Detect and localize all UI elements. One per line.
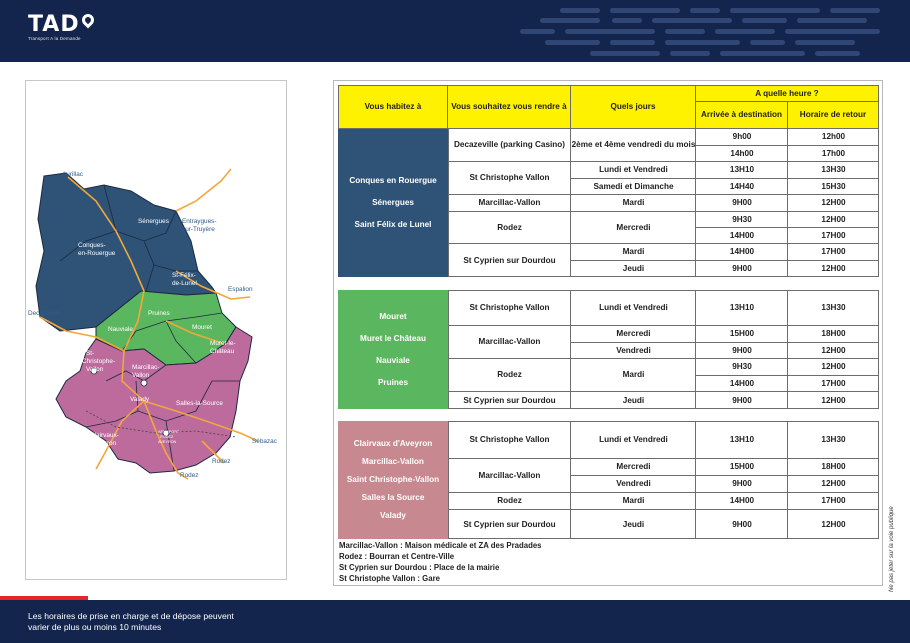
label-marcillac: Marcillac- [132,364,160,371]
group-2-origins [338,290,448,409]
g2-dest-marcillac: Marcillac-Vallon [448,326,571,359]
g3-ret: 18H00 [788,459,879,476]
g3-day: Mercredi [571,459,696,476]
footer-line-2: varier de plus ou moins 10 minutes [28,622,162,632]
g3-day: Mardi [571,493,696,510]
label-marcillac2: Vallon [132,372,150,379]
group-3-origins [338,421,448,539]
g1-day: Mardi [571,244,696,261]
g2-day: Jeudi [622,395,645,405]
g1-arr: 14H00 [696,228,788,244]
g3-ret: 17H00 [788,493,879,510]
divider [787,421,788,539]
g2-arr: 9H30 [696,359,788,376]
g2-dest-stchristophe: St Christophe Vallon [448,290,571,326]
label-muret: Muret-le- [210,340,236,347]
footer-disclaimer [28,611,234,633]
origin-name: Nauviale [376,355,410,365]
g1-day: Jeudi [622,264,645,273]
stop-notes [339,540,542,584]
g1-dest-stcyprien: St Cyprien sur Dourdou [463,255,556,265]
label-entraygues2: sur-Truyère [182,226,215,233]
g1-day-vendredi-mois: 2ème et 4ème vendredi du mois [571,129,696,162]
g1-ret: 12H00 [821,264,846,273]
label-rodez-city: Rodez [212,458,231,465]
label-aurillac: Aurillac [62,171,83,178]
label-conques2: en-Rouergue [78,250,116,257]
g3-day: Lundi et Vendredi [571,421,696,459]
g2-arr: 13H10 [696,290,788,326]
label-muret2: Château [210,348,235,355]
g1-dest-rodez: Rodez [448,212,571,244]
g1-arr: 9H30 [696,212,788,228]
g1-day: Samedi et Dimanche [571,179,696,195]
g1-arr: 9H00 [732,264,752,273]
g3-dest-stcyprien: St Cyprien sur Dourdou [463,519,556,529]
g1-day: Lundi et Vendredi [571,162,696,179]
g1-ret: 12h00 [788,129,879,146]
label-saint-felix: St-Félix- [172,272,196,279]
label-valady: Valady [130,396,150,403]
tad-logo [28,14,94,42]
g1-arr: 13H10 [696,162,788,179]
g2-arr: 14H00 [696,376,788,392]
g2-ret: 18H00 [788,326,879,343]
g3-arr: 15H00 [696,459,788,476]
g1-ret: 12H00 [788,212,879,228]
g1-arr: 9h00 [696,129,788,146]
label-st-christophe: St- [86,350,95,357]
g3-arr: 9H00 [696,476,788,493]
g1-ret: 17H00 [788,228,879,244]
map-svg [26,81,286,579]
divider [570,421,571,539]
header-habitez: Vous habitez à [338,85,448,129]
g2-ret: 12H00 [821,395,846,405]
g3-ret: 12H00 [821,519,846,529]
header-heure: A quelle heure ? [695,85,879,102]
side-note-text: Ne pas jeter sur la voie publique [889,506,895,592]
svg-text:AÉROPORT: AÉROPORT [158,430,180,434]
origin-name: Muret le Château [360,333,426,343]
divider [695,421,696,539]
header-jours: Quels jours [570,85,696,129]
label-nauviale: Nauviale [108,326,133,333]
logo-text: TAD [28,12,80,37]
label-salles: Salles-la-Source [176,400,223,407]
origin-name: Conques en Rouergue [349,176,437,185]
g1-dest-marcillac: Marcillac-Vallon [448,195,571,212]
label-conques: Conques- [78,242,106,249]
origin-name: Saint Christophe-Vallon [346,475,440,484]
origin-name: Mouret [379,311,407,321]
schedule-table [333,80,883,586]
label-st-christophe3: Vallon [86,366,104,373]
g2-day: Mercredi [571,326,696,343]
side-note [889,500,903,592]
g2-ret: 12H00 [788,343,879,359]
g1-day: Mardi [571,195,696,212]
origin-name: Clairvaux d'Aveyron [353,439,433,448]
divider [570,290,571,409]
g1-day: Mercredi [571,212,696,244]
divider [695,129,696,277]
g1-ret: 17H00 [788,244,879,261]
label-decazeville: Decazeville [28,310,61,317]
location-pin-icon [79,12,96,29]
group-1-origins [338,129,448,277]
header-rendre: Vous souhaitez vous rendre à [447,85,571,129]
header-arrivee: Arrivée à destination [695,101,788,129]
g2-arr: 9H00 [696,343,788,359]
footer-line-1: Les horaires de prise en charge et de dépose peuvent [28,611,234,621]
label-clairvaux2: d'Aveyron [88,440,117,447]
divider [787,290,788,409]
g3-dest-stchristophe: St Christophe Vallon [448,421,571,459]
g2-ret: 13H30 [788,290,879,326]
note-line: St Cyprien sur Dourdou : Place de la mairie [339,563,500,572]
g3-arr: 13H10 [696,421,788,459]
g3-dest-marcillac: Marcillac-Vallon [448,459,571,493]
label-clairvaux: Clairvaux- [90,432,119,439]
g3-day: Vendredi [571,476,696,493]
label-senergues: Sénergues [138,218,169,225]
origin-name: Valady [380,511,406,520]
g1-dest-decazeville: Decazeville (parking Casino) [448,129,571,162]
g2-day: Lundi et Vendredi [571,290,696,326]
g2-ret: 17H00 [788,376,879,392]
g1-ret: 17h00 [788,146,879,162]
g1-dest-stchristophe: St Christophe Vallon [448,162,571,195]
origin-name: Sénergues [372,198,414,207]
svg-text:RODEZ: RODEZ [160,435,174,439]
origin-name: Marcillac-Vallon [362,457,424,466]
svg-text:AVEYRON: AVEYRON [158,440,177,444]
g2-dest-rodez: Rodez [448,359,571,392]
g2-dest-stcyprien: St Cyprien sur Dourdou [463,395,556,405]
divider [695,290,696,409]
note-line: St Christophe Vallon : Gare [339,574,440,583]
label-pruines: Pruines [148,310,170,317]
note-line: Rodez : Bourran et Centre-Ville [339,552,455,561]
g2-arr: 9H00 [732,395,752,405]
g1-arr: 14H40 [696,179,788,195]
label-entraygues: Entraygues- [182,218,217,225]
g3-ret: 13H30 [788,421,879,459]
divider [787,129,788,277]
g1-arr: 9H00 [696,195,788,212]
label-rodez-south: Rodez [180,472,199,479]
g2-arr: 15H00 [696,326,788,343]
g1-ret: 13H30 [788,162,879,179]
note-line: Marcillac-Vallon : Maison médicale et ZA des Pradades [339,541,542,550]
label-espalion: Espalion [228,286,253,293]
origin-name: Saint Félix de Lunel [354,220,432,229]
header-bar [0,0,910,62]
g1-arr: 14h00 [696,146,788,162]
g2-day: Mardi [571,359,696,392]
g3-ret: 12H00 [788,476,879,493]
g3-arr: 14H00 [696,493,788,510]
label-saint-felix2: de-Lunel [172,280,197,287]
logo-subtitle: Transport A la Demande [28,36,81,41]
g2-day: Vendredi [571,343,696,359]
g1-ret: 15H30 [788,179,879,195]
g3-dest-rodez: Rodez [448,493,571,510]
origin-name: Salles la Source [361,493,425,502]
g1-ret: 12H00 [788,195,879,212]
network-map [25,80,287,580]
label-mouret: Mouret [192,324,212,331]
header-retour: Horaire de retour [787,101,879,129]
g1-arr: 14H00 [696,244,788,261]
label-st-christophe2: Christophe- [82,358,116,365]
divider [570,129,571,277]
origin-name: Pruines [377,377,409,387]
g3-arr: 9H00 [732,519,752,529]
g2-ret: 12H00 [788,359,879,376]
label-sebazac: Sébazac [252,438,277,445]
g3-day: Jeudi [622,519,645,529]
